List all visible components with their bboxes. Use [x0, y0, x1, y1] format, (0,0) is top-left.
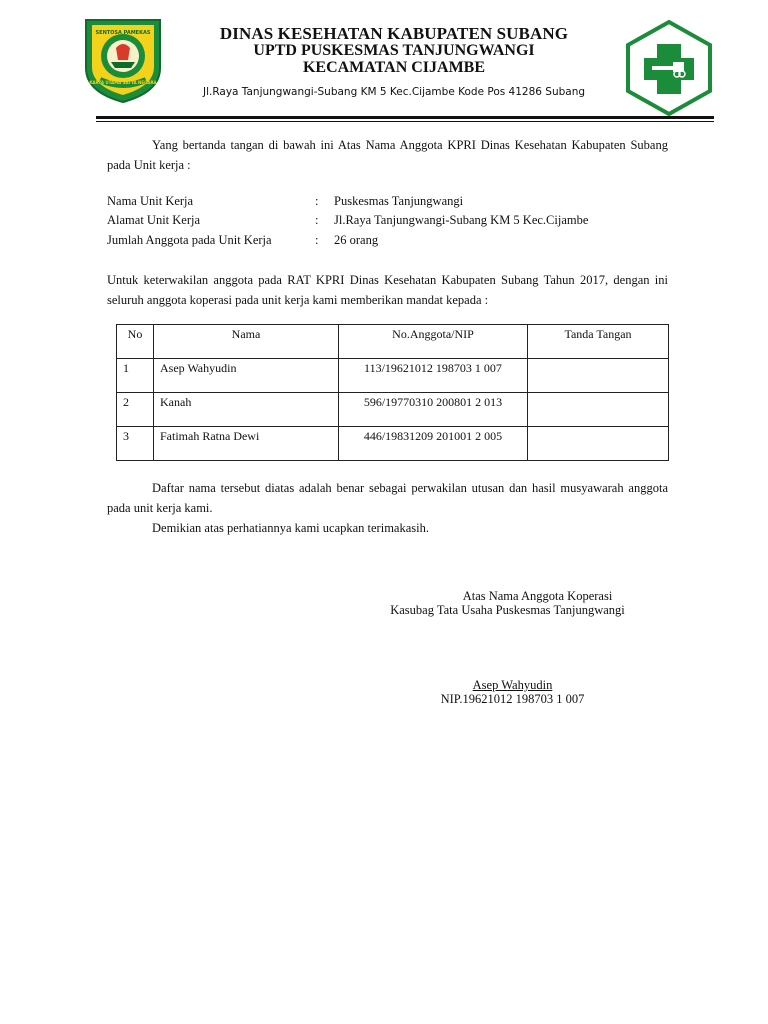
col-header-nip: No.Anggota/NIP	[339, 325, 528, 359]
mandate-paragraph: Untuk keterwakilan anggota pada RAT KPRI Dinas Kesehatan Kabupaten Subang Tahun 2017, dengan ini seluruh anggota koperasi pada unit kerja kami memberikan mandat kepada :	[107, 273, 668, 307]
field-label-unit-name: Nama Unit Kerja	[107, 194, 194, 208]
logo-left-top-text: SENTOSA PAMEKAS	[95, 30, 151, 36]
signature-line-1: Atas Nama Anggota Koperasi	[462, 589, 613, 603]
field-value-member-count: 26 orang	[334, 233, 379, 247]
thanks-paragraph: Demikian atas perhatiannya kami ucapkan terimakasih.	[152, 521, 429, 535]
signer-name-text: Asep Wahyudin	[472, 678, 553, 692]
header-unit-title: UPTD PUSKESMAS TANJUNGWANGI	[253, 42, 535, 59]
cell-signature	[528, 427, 669, 461]
header-agency-title: DINAS KESEHATAN KABUPATEN SUBANG	[219, 24, 569, 43]
table-header-row	[117, 325, 669, 359]
field-label-member-count: Jumlah Anggota pada Unit Kerja	[107, 233, 272, 247]
header-address: Jl.Raya Tanjungwangi-Subang KM 5 Kec.Cijambe Kode Pos 41286 Subang	[202, 86, 586, 98]
field-value-unit-address: Jl.Raya Tanjungwangi-Subang KM 5 Kec.Cijambe	[334, 213, 589, 227]
signer-nip: NIP.19621012 198703 1 007	[440, 692, 585, 706]
cell-no: 3	[117, 427, 154, 461]
field-separator: :	[315, 213, 319, 227]
field-separator: :	[315, 194, 319, 208]
cell-nip: 596/19770310 200801 2 013	[339, 393, 528, 427]
cell-no: 1	[117, 359, 154, 393]
cell-name: Kanah	[154, 393, 339, 427]
field-value-unit-name: Puskesmas Tanjungwangi	[334, 194, 464, 208]
intro-paragraph: Yang bertanda tangan di bawah ini Atas Nama Anggota KPRI Dinas Kesehatan Kabupaten Subang pada Unit kerja :	[107, 138, 668, 172]
cell-nip: 113/19621012 198703 1 007	[339, 359, 528, 393]
signature-line-2: Kasubag Tata Usaha Puskesmas Tanjungwangi	[390, 603, 625, 617]
col-header-no: No	[117, 325, 154, 359]
signer-name	[400, 678, 625, 693]
header-divider-thick	[96, 116, 714, 119]
cell-no: 2	[117, 393, 154, 427]
cell-name: Fatimah Ratna Dewi	[154, 427, 339, 461]
col-header-signature: Tanda Tangan	[528, 325, 669, 359]
cell-signature	[528, 359, 669, 393]
logo-left-bottom-text: KARYA UTAMA SATYA NEGARA	[89, 80, 157, 85]
closing-paragraph: Daftar nama tersebut diatas adalah benar sebagai perwakilan utusan dan hasil musyawarah anggota pada unit kerja kami.	[107, 481, 668, 515]
table-row	[117, 427, 669, 461]
header-district-title: KECAMATAN CIJAMBE	[302, 59, 486, 76]
col-header-name: Nama	[154, 325, 339, 359]
cell-nip: 446/19831209 201001 2 005	[339, 427, 528, 461]
cell-signature	[528, 393, 669, 427]
table-row	[117, 393, 669, 427]
field-separator: :	[315, 233, 319, 247]
representatives-table	[116, 324, 669, 461]
puskesmas-logo	[626, 20, 712, 116]
field-label-unit-address: Alamat Unit Kerja	[107, 213, 201, 227]
subang-regency-logo	[78, 14, 168, 104]
table-row	[117, 359, 669, 393]
header-divider-thin	[96, 121, 714, 122]
cell-name: Asep Wahyudin	[154, 359, 339, 393]
